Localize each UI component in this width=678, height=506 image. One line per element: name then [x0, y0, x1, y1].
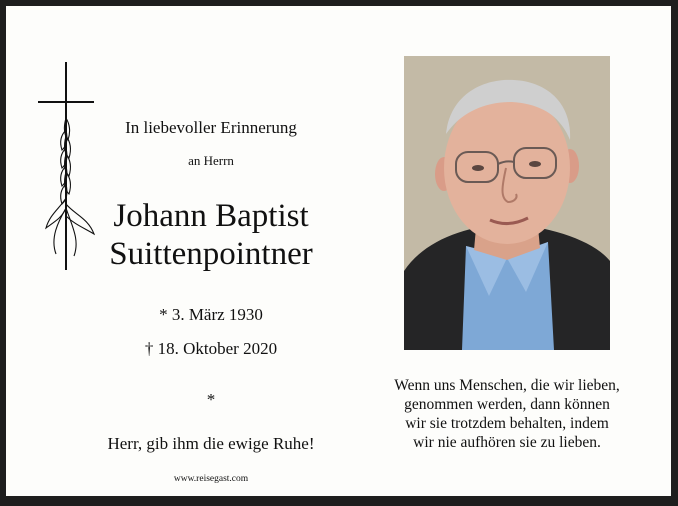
birth-date: * 3. März 1930 — [159, 305, 263, 324]
death-date: † 18. Oktober 2020 — [144, 339, 278, 358]
portrait-photo — [404, 56, 610, 350]
quote-line: wir sie trotzdem behalten, indem — [405, 415, 609, 432]
website-credit: www.reisegast.com — [173, 474, 249, 484]
separator-star: * — [206, 390, 216, 409]
deceased-last-name: Suittenpointner — [109, 236, 313, 272]
memorial-card — [6, 6, 671, 496]
quote-line: wir nie aufhören sie zu lieben. — [413, 434, 601, 451]
prayer-text: Herr, gib ihm die ewige Ruhe! — [107, 434, 315, 453]
intro-text: In liebevoller Erinnerung — [125, 118, 297, 137]
deceased-first-name: Johann Baptist — [113, 198, 309, 234]
honorific-text: an Herrn — [188, 153, 234, 168]
quote-line: Wenn uns Menschen, die wir lieben, — [394, 377, 620, 394]
quote-line: genommen werden, dann können — [404, 396, 610, 413]
